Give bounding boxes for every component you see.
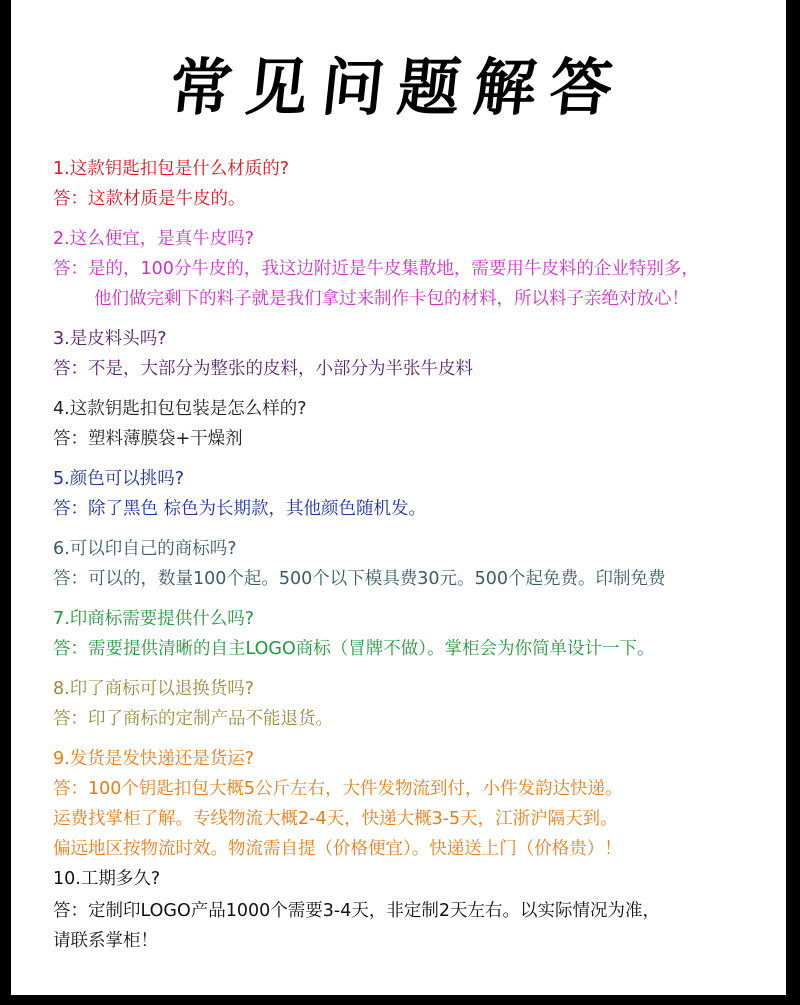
- faq-answer-2: 答：是的，100分牛皮的，我这边附近是牛皮集散地，需要用牛皮料的企业特别多，: [53, 259, 699, 279]
- faq-answer-3: 答：不是，大部分为整张的皮料，小部分为半张牛皮料: [53, 359, 473, 379]
- faq-question-9: 9.发货是发快递还是货运?: [53, 749, 254, 769]
- faq-question-4: 4.这款钥匙扣包包装是怎么样的?: [53, 399, 307, 419]
- faq-page: [11, 0, 786, 995]
- faq-question-7: 7.印商标需要提供什么吗?: [53, 609, 254, 629]
- faq-answer-8: 答：印了商标的定制产品不能退货。: [53, 709, 333, 729]
- faq-answer-9-cont-1: 运费找掌柜了解。专线物流大概2-4天，快递大概3-5天，江浙沪隔天到。: [53, 809, 618, 829]
- faq-answer-2-cont: 他们做完剩下的料子就是我们拿过来制作卡包的材料，所以料子亲绝对放心！: [94, 289, 689, 309]
- faq-question-1: 1.这款钥匙扣包是什么材质的?: [53, 159, 289, 179]
- faq-question-5: 5.颜色可以挑吗?: [53, 469, 184, 489]
- faq-question-8: 8.印了商标可以退换货吗?: [53, 679, 254, 699]
- faq-answer-10: 答：定制印LOGO产品1000个需要3-4天，非定制2天左右。以实际情况为准，: [53, 901, 660, 921]
- faq-answer-10-cont: 请联系掌柜！: [53, 931, 158, 951]
- faq-answer-9: 答：100个钥匙扣包大概5公斤左右，大件发物流到付，小件发韵达快递。: [53, 779, 623, 799]
- faq-answer-7: 答：需要提供清晰的自主LOGO商标（冒牌不做）。掌柜会为你简单设计一下。: [53, 639, 655, 659]
- faq-question-2: 2.这么便宜，是真牛皮吗?: [53, 229, 254, 249]
- faq-question-3: 3.是皮料头吗?: [53, 329, 167, 349]
- faq-answer-5: 答：除了黑色 棕色为长期款，其他颜色随机发。: [53, 499, 427, 519]
- faq-answer-6: 答：可以的，数量100个起。500个以下模具费30元。500个起免费。印制免费: [53, 569, 666, 589]
- faq-answer-1: 答：这款材质是牛皮的。: [53, 189, 246, 209]
- faq-question-6: 6.可以印自己的商标吗?: [53, 539, 237, 559]
- faq-question-10: 10.工期多久?: [53, 869, 161, 889]
- faq-answer-4: 答：塑料薄膜袋+干燥剂: [53, 429, 243, 449]
- faq-answer-9-cont-2: 偏远地区按物流时效。物流需自提（价格便宜）。快递送上门（价格贵）！: [53, 839, 622, 859]
- page-title: 常见问题解答: [166, 51, 630, 124]
